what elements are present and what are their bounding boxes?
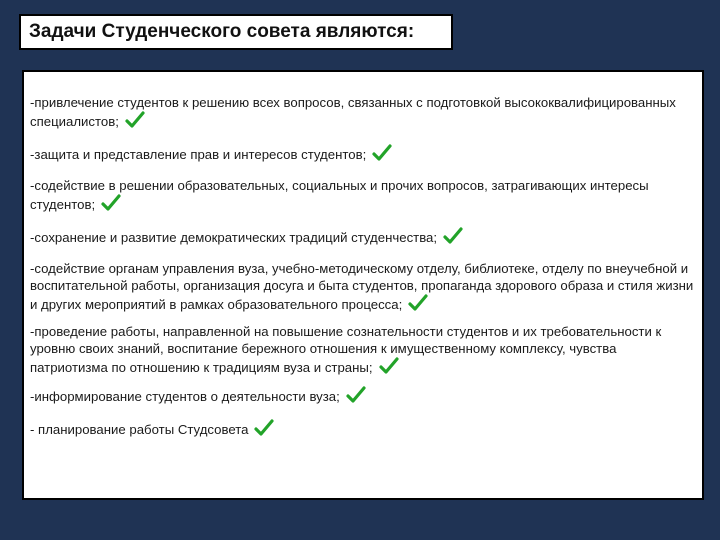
list-item-text: -сохранение и развитие демократических традиций студенчества;	[30, 230, 438, 245]
check-icon	[125, 111, 145, 129]
title-box	[19, 14, 453, 50]
list-item	[30, 227, 694, 246]
check-icon	[408, 294, 428, 312]
list-item	[30, 323, 694, 376]
list-item-text: -содействие органам управления вуза, учебно-методическому отделу, библиотеке, отделу по внеучебной и воспитательной работы, организация досуга и быта студентов, пропаганда здорового образа и стиля жизни и других мероприятий в рамках образовательного процесса;	[30, 261, 694, 312]
list-item	[30, 386, 694, 405]
list-item-text: - планирование работы Студсовета	[30, 422, 249, 437]
check-icon	[101, 194, 121, 212]
list-item-text: -проведение работы, направленной на повышение сознательности студентов и их требовательности к уровню своих знаний, воспитание бережного отношения к имущественному комплексу, чувства патриотизма по отношению к традициям вуза и страны;	[30, 324, 662, 375]
list-item-text: -информирование студентов о деятельности вуза;	[30, 389, 340, 404]
list-item-text: -привлечение студентов к решению всех вопросов, связанных с подготовкой высококвалифицированных специалистов;	[30, 95, 676, 129]
check-icon	[254, 419, 274, 437]
page-title: Задачи Студенческого совета являются:	[29, 21, 415, 42]
list-item-text: -содействие в решении образовательных, социальных и прочих вопросов, затрагивающих интересы студентов;	[30, 178, 649, 212]
list-item	[30, 94, 694, 130]
list-item	[30, 419, 694, 438]
list-item	[30, 260, 694, 313]
check-icon	[372, 144, 392, 162]
check-icon	[443, 227, 463, 245]
list-item	[30, 144, 694, 163]
list-item-text: -защита и представление прав и интересов студентов;	[30, 147, 367, 162]
list-item	[30, 177, 694, 213]
check-icon	[346, 386, 366, 404]
tasks-list	[22, 70, 704, 500]
check-icon	[379, 357, 399, 375]
